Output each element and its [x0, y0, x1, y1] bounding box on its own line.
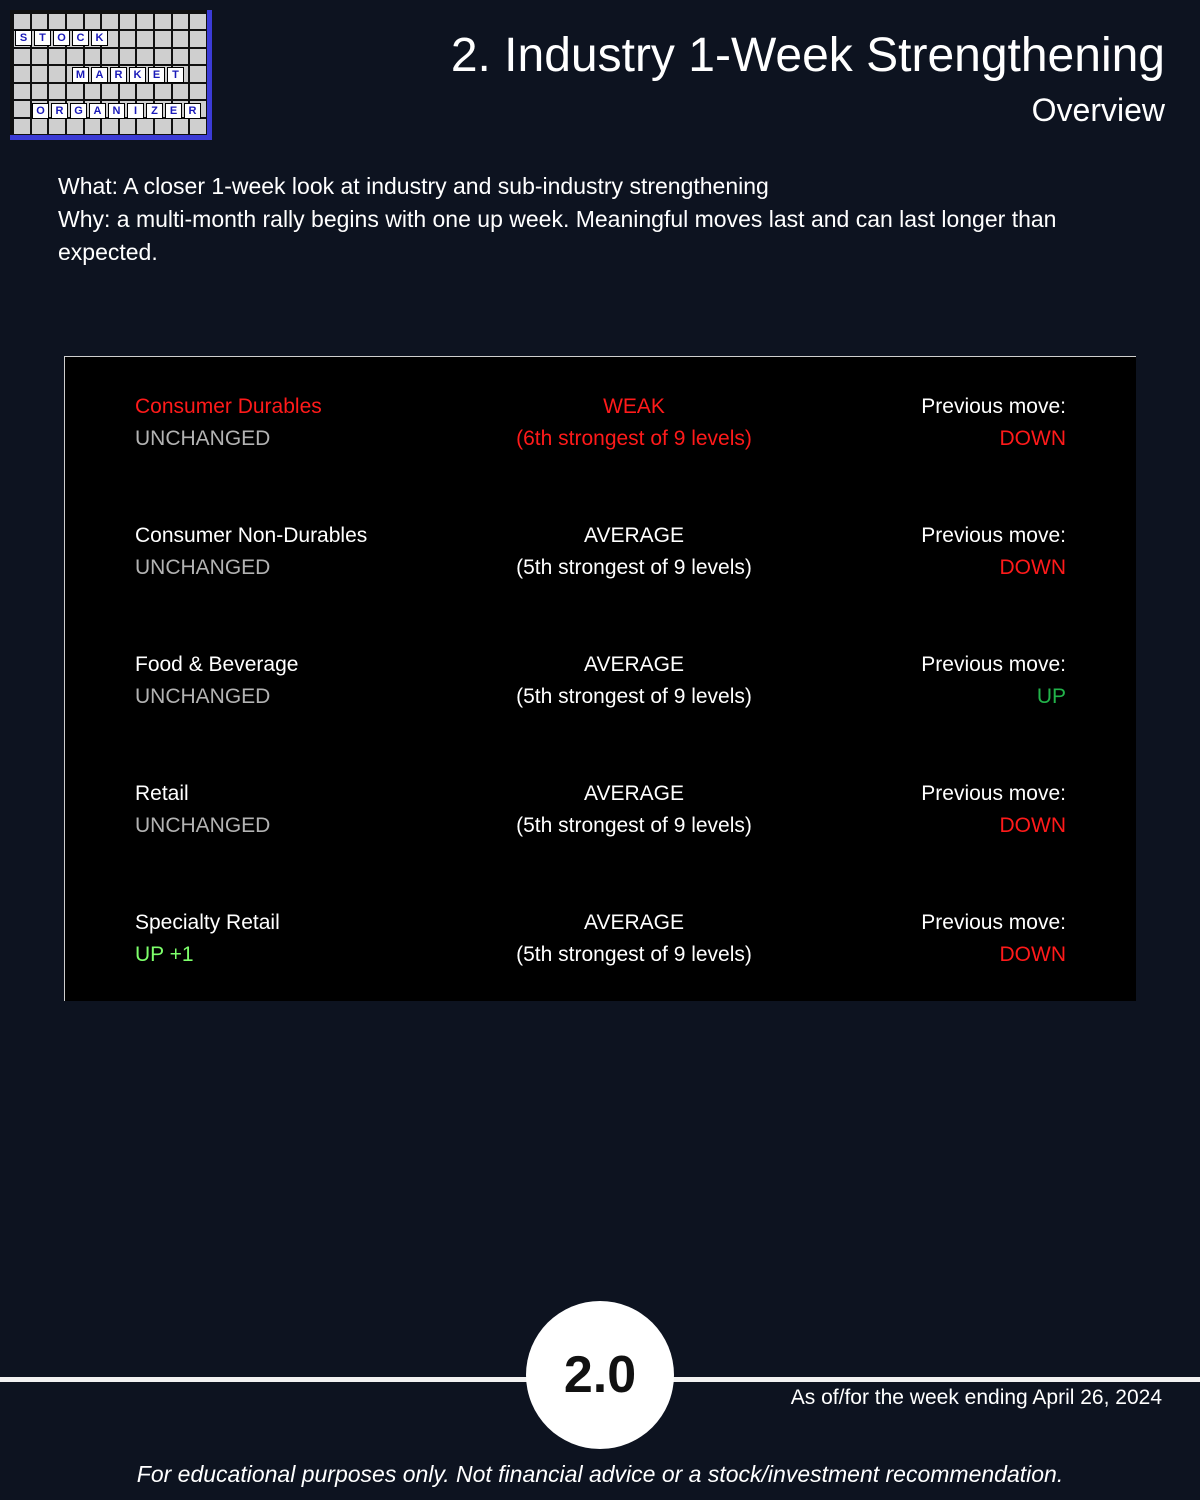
industry-name: Specialty Retail: [135, 911, 280, 934]
intro-what: What: A closer 1-week look at industry and sub-industry strengthening: [58, 173, 769, 199]
strength-level: AVERAGE: [584, 911, 684, 934]
previous-move-label: Previous move:: [921, 395, 1066, 418]
section-number-badge: 2.0: [526, 1301, 674, 1449]
footer-divider-left: [0, 1377, 530, 1382]
previous-move-label: Previous move:: [921, 653, 1066, 676]
previous-move-value: DOWN: [999, 427, 1066, 450]
previous-move-label: Previous move:: [921, 524, 1066, 547]
industry-change: UNCHANGED: [135, 814, 271, 837]
logo-word-organizer: O R G A N I Z E R: [32, 103, 201, 119]
previous-move-label: Previous move:: [921, 782, 1066, 805]
logo-word-market: M A R K E T: [72, 67, 184, 83]
strength-rank: (5th strongest of 9 levels): [516, 943, 752, 966]
industry-change: UNCHANGED: [135, 556, 271, 579]
previous-move-label: Previous move:: [921, 911, 1066, 934]
previous-move-value: DOWN: [999, 943, 1066, 966]
industry-name: Retail: [135, 782, 189, 805]
logo-word-stock: S T O C K: [15, 30, 108, 46]
previous-move-value: DOWN: [999, 814, 1066, 837]
strength-rank: (6th strongest of 9 levels): [516, 427, 752, 450]
industry-row: [65, 907, 1136, 977]
page-title: 2. Industry 1-Week Strengthening: [450, 29, 1165, 82]
industry-panel: [64, 356, 1136, 1001]
industry-name: Food & Beverage: [135, 653, 299, 676]
industry-name: Consumer Non-Durables: [135, 524, 368, 547]
strength-rank: (5th strongest of 9 levels): [516, 556, 752, 579]
industry-change: UNCHANGED: [135, 427, 271, 450]
strength-level: AVERAGE: [584, 524, 684, 547]
industry-row: [65, 520, 1136, 590]
previous-move-value: UP: [1036, 685, 1066, 708]
stock-market-organizer-logo: [10, 10, 212, 140]
as-of-date: As of/for the week ending April 26, 2024: [790, 1386, 1162, 1409]
page-subtitle: Overview: [1031, 92, 1165, 128]
industry-row: [65, 391, 1136, 461]
strength-rank: (5th strongest of 9 levels): [516, 685, 752, 708]
strength-rank: (5th strongest of 9 levels): [516, 814, 752, 837]
industry-row: [65, 649, 1136, 719]
intro-why: Why: a multi-month rally begins with one up week. Meaningful moves last and can last longer than expected.: [58, 206, 1057, 265]
strength-level: AVERAGE: [584, 653, 684, 676]
industry-row: [65, 778, 1136, 848]
industry-change: UNCHANGED: [135, 685, 271, 708]
footer-divider-right: [670, 1377, 1200, 1382]
industry-name: Consumer Durables: [135, 395, 322, 418]
strength-level: WEAK: [603, 395, 665, 418]
strength-level: AVERAGE: [584, 782, 684, 805]
industry-change: UP +1: [135, 943, 194, 966]
disclaimer: For educational purposes only. Not financial advice or a stock/investment recommendation.: [136, 1461, 1064, 1487]
intro-text: [58, 170, 1148, 269]
previous-move-value: DOWN: [999, 556, 1066, 579]
